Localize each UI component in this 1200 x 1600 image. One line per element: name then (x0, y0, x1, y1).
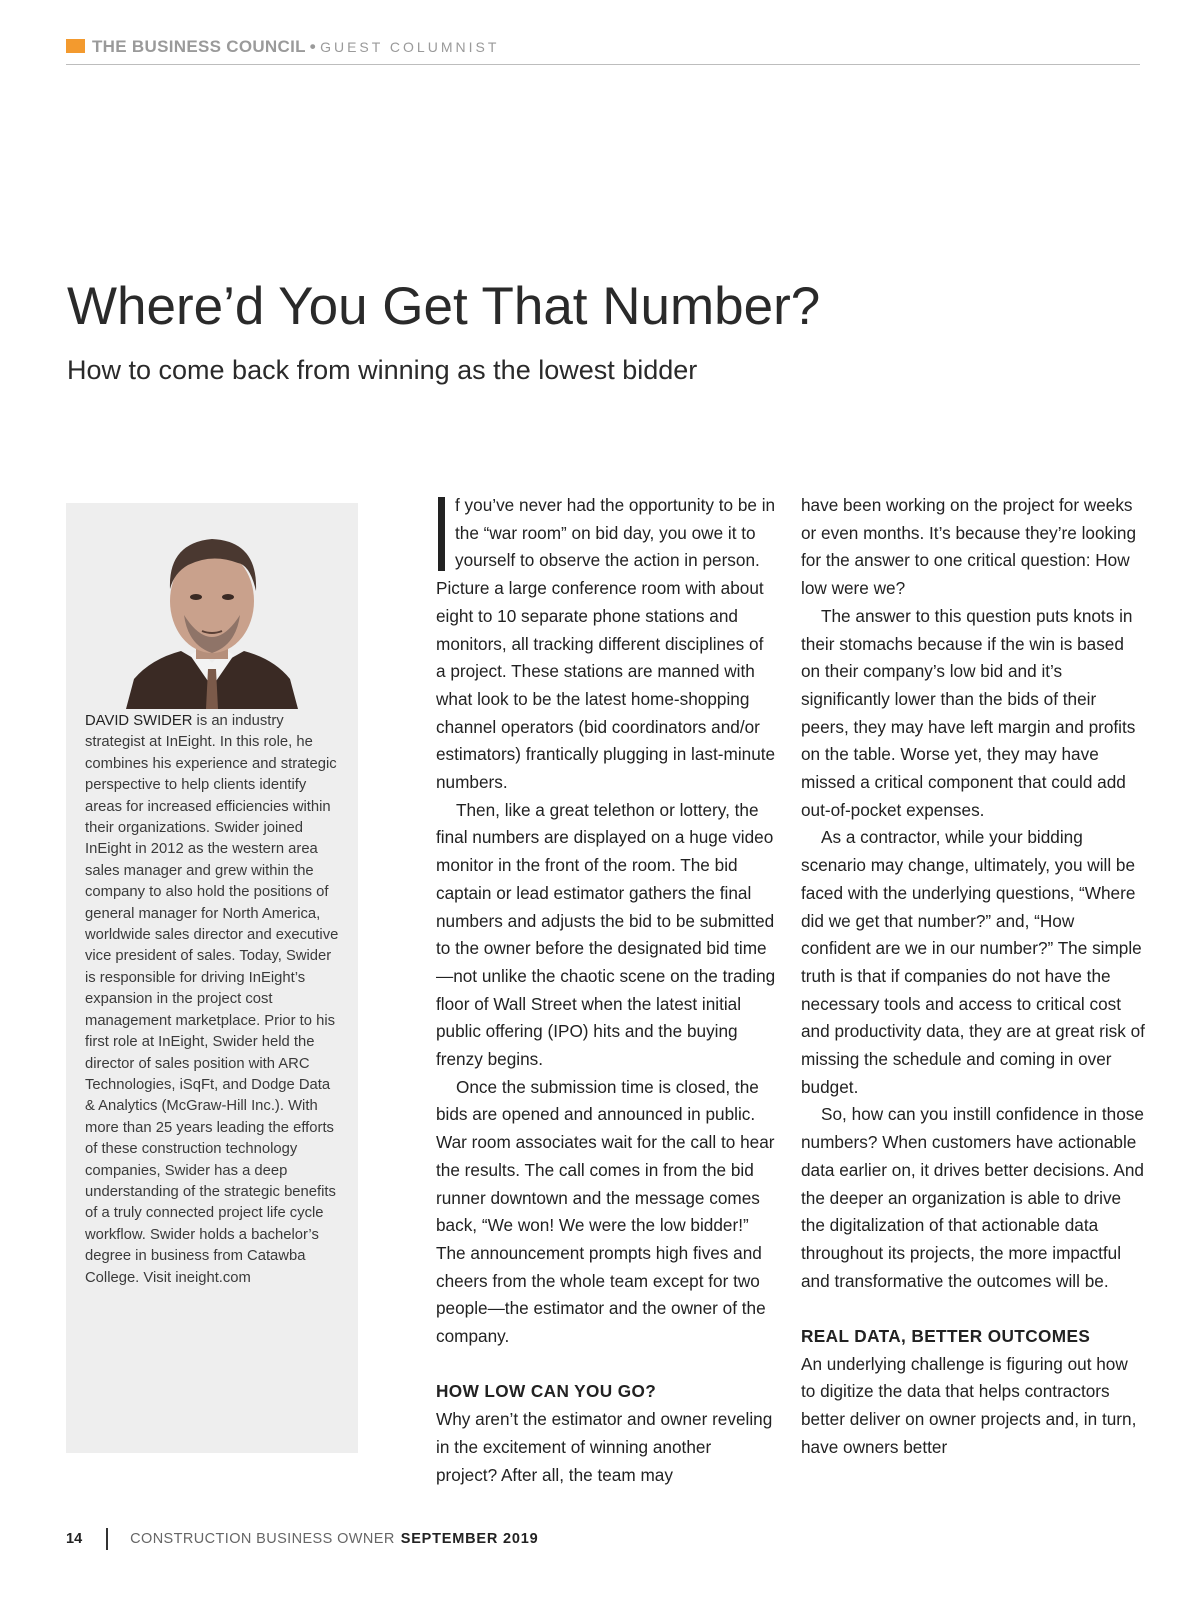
paragraph-5: have been working on the project for weeks or even months. It’s because they’re looking for the answer to one critical question: How low were we? (801, 495, 1137, 599)
article-title: Where’d You Get That Number? (67, 277, 821, 336)
footer-divider (106, 1528, 108, 1550)
paragraph-4: Why aren’t the estimator and owner reveling in the excitement of winning another project? After all, the team may (436, 1409, 773, 1485)
paragraph-8: So, how can you instill confidence in those numbers? When customers have actionable data earlier on, it drives better decisions. And the deeper an organization is able to drive the digitalization of that actionable data throughout its projects, the more impactful and transformative the outcomes will be. (801, 1104, 1144, 1291)
header-separator: • (309, 37, 317, 56)
paragraph-9: An underlying challenge is figuring out how to digitize the data that helps contractors better deliver on owner projects and, in turn, have owners better (801, 1353, 1137, 1457)
section-label: THE BUSINESS COUNCIL • GUEST COLUMNIST (92, 37, 500, 56)
page-footer (66, 1528, 538, 1552)
drop-cap-letter-i (438, 497, 445, 571)
subheading-how-low: HOW LOW CAN YOU GO? (436, 1381, 657, 1402)
page-number: 14 (66, 1531, 83, 1547)
magazine-name: CONSTRUCTION BUSINESS OWNER (130, 1531, 395, 1547)
section-header (66, 36, 1140, 65)
paragraph-6: The answer to this question puts knots in their stomachs because if the win is based on their company’s low bid and it’s significantly lower than the bids of their peers, they may have left margin and profits on the table. Worse yet, they may have missed a critical component that could add out-of-pocket expenses. (801, 605, 1136, 820)
issue-date: SEPTEMBER 2019 (400, 1531, 539, 1547)
paragraph-2: Then, like a great telethon or lottery, the final numbers are displayed on a huge video monitor in the front of the room. The bid captain or lead estimator gathers the final numbers and adjusts the bid to be submitted to the owner before the designated bid time—not unlike the chaotic scene on the trading floor of Wall Street when the latest initial public offering (IPO) hits and the buying frenzy begins. (436, 799, 776, 1070)
author-name: DAVID SWIDER (85, 713, 193, 729)
paragraph-7: As a contractor, while your bidding scenario may change, ultimately, you will be faced with the underlying questions, “Where did we get that number?” and, “How confident are we in our number?” The simple truth is that if companies do not have the necessary tools and access to critical cost and productivity data, they are at great risk of missing the schedule and coming in over budget. (801, 827, 1145, 1097)
author-bio-text: is an industry strategist at InEight. In this role, he combines his experience and strategic perspective to help clients identify areas for increased efficiencies within their organizations. Swider joined InEight in 2012 as the western area sales manager and grew within the company to also hold the positions of general manager for North America, worldwide sales director and executive vice president of sales. Today, Swider is responsible for driving InEight’s expansion in the project cost management marketplace. Prior to his first role at InEight, Swider held the director of sales position with ARC Technologies, iSqFt, and Dodge Data & Analytics (McGraw-Hill Inc.). With more than 25 years leading the efforts of these construction technology companies, Swider has a deep understanding of the strategic benefits of a truly connected project life cycle workflow. Swider holds a bachelor’s degree in business from Catawba College. Visit ineight.com (85, 713, 339, 1286)
article-column-1 (436, 492, 776, 1489)
paragraph-1: f you’ve never had the opportunity to be in the “war room” on bid day, you owe it to yourself to observe the action in person. Picture a large conference room with about eight to 10 separate phone stations and monitors, all tracking different disciplines of a project. These stations are manned with what look to be the latest home-shopping channel operators (bid coordinators and/or estimators) frantically plugging in last-minute numbers. (436, 495, 776, 793)
subheading-real-data: REAL DATA, BETTER OUTCOMES (801, 1326, 1091, 1347)
paragraph-3: Once the submission time is closed, the bids are opened and announced in public. War room associates wait for the call to hear the results. The call comes in from the bid runner downtown and the message comes back, “We won! We were the low bidder!” The announcement prompts high fives and cheers from the whole team except for two people—the estimator and the owner of the company. (436, 1076, 775, 1347)
section-accent-square (66, 39, 85, 53)
author-photo (126, 519, 298, 709)
article-subtitle: How to come back from winning as the lowest bidder (67, 355, 698, 385)
author-sidebar (66, 503, 358, 1453)
article-column-2 (801, 492, 1146, 1462)
subsection-label: GUEST COLUMNIST (320, 39, 500, 55)
author-bio (85, 711, 343, 1289)
drop-cap (436, 497, 455, 571)
